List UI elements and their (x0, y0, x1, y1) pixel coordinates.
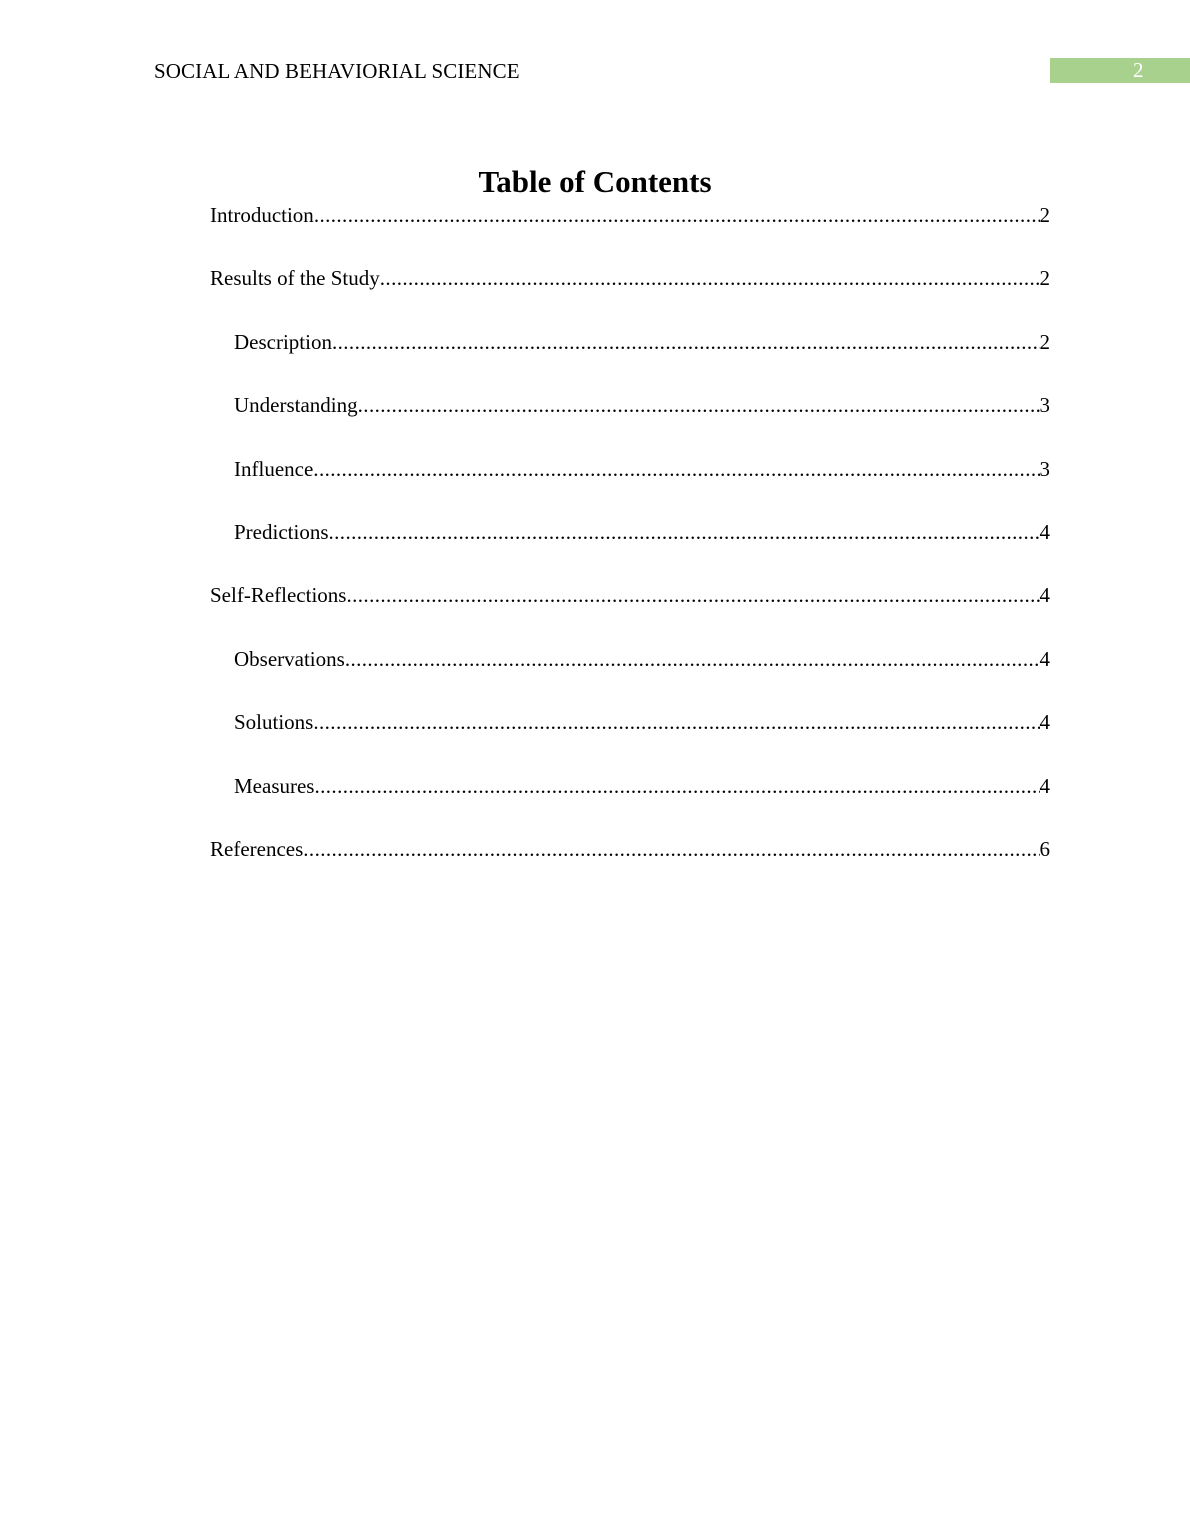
toc-entry-label: Introduction (210, 203, 314, 227)
toc-entry-page: 4 (1039, 519, 1050, 544)
toc-entry-page: 2 (1039, 203, 1050, 227)
toc-entry-page: 3 (1039, 456, 1050, 481)
dot-leader (358, 390, 1040, 420)
toc-entry-label: Influence (234, 456, 314, 481)
toc-entry-measures[interactable] (210, 771, 1050, 834)
dot-leader (332, 327, 1040, 357)
page-number: 2 (1133, 58, 1144, 82)
toc-title: Table of Contents (478, 164, 712, 199)
dot-leader (314, 771, 1039, 801)
toc-entry-influence[interactable] (210, 454, 1050, 517)
toc-entry-page: 4 (1039, 710, 1050, 735)
toc-entry-label: References (210, 836, 304, 861)
toc-entry-label: Measures (234, 773, 315, 798)
toc-entry-self-reflections[interactable] (210, 580, 1050, 643)
table-of-contents (210, 200, 1050, 897)
toc-entry-label: Solutions (234, 710, 314, 735)
toc-entry-label: Self-Reflections (210, 583, 347, 608)
toc-entry-results-of-the-study[interactable] (210, 263, 1050, 326)
toc-entry-page: 4 (1039, 583, 1050, 608)
dot-leader (313, 707, 1039, 737)
dot-leader (345, 644, 1040, 674)
running-head: SOCIAL AND BEHAVIORIAL SCIENCE (154, 59, 520, 83)
toc-entry-introduction[interactable] (210, 200, 1050, 263)
dot-leader (329, 517, 1040, 547)
dot-leader (346, 580, 1039, 610)
toc-entry-label: Understanding (234, 393, 358, 418)
toc-entry-page: 2 (1039, 266, 1050, 291)
toc-entry-page: 4 (1039, 646, 1050, 671)
toc-entry-page: 4 (1039, 773, 1050, 798)
toc-entry-page: 6 (1039, 836, 1050, 861)
dot-leader (380, 263, 1040, 293)
toc-entry-predictions[interactable] (210, 517, 1050, 580)
toc-entry-references[interactable] (210, 834, 1050, 897)
toc-entry-description[interactable] (210, 327, 1050, 390)
dot-leader (314, 200, 1040, 230)
toc-entry-understanding[interactable] (210, 390, 1050, 453)
toc-entry-label: Observations (234, 646, 345, 671)
toc-entry-page: 2 (1039, 329, 1050, 354)
toc-entry-label: Predictions (234, 519, 329, 544)
toc-entry-solutions[interactable] (210, 707, 1050, 770)
toc-entry-observations[interactable] (210, 644, 1050, 707)
toc-entry-page: 3 (1039, 393, 1050, 418)
dot-leader (313, 454, 1039, 484)
toc-entry-label: Results of the Study (210, 266, 380, 291)
page-number-badge (1050, 58, 1190, 83)
toc-entry-label: Description (234, 329, 332, 354)
dot-leader (303, 834, 1039, 864)
